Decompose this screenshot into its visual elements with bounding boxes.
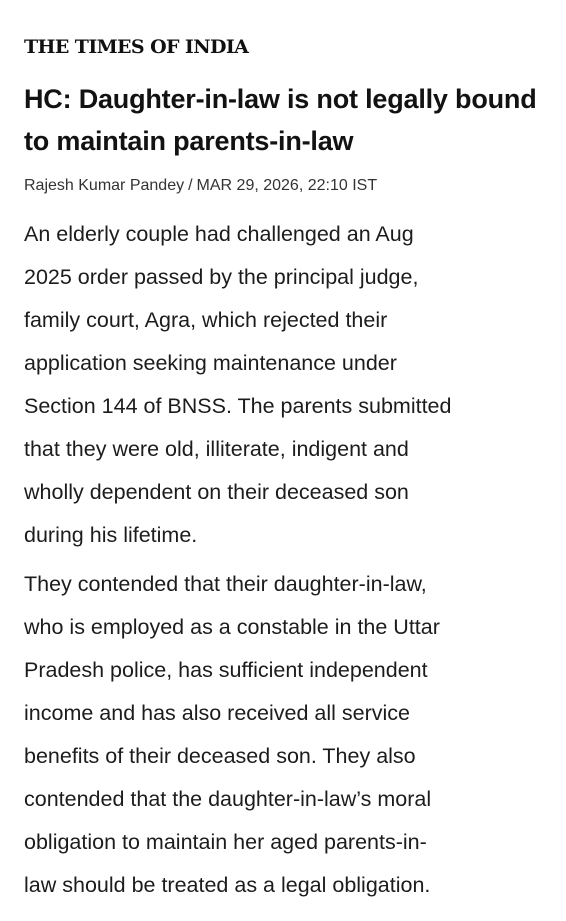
- article-paragraph: [24, 563, 544, 907]
- paragraph-line: law should be treated as a legal obligation.: [24, 873, 431, 897]
- author-name[interactable]: Rajesh Kumar Pandey: [24, 177, 185, 194]
- paragraph-line: during his lifetime.: [24, 523, 198, 547]
- article-paragraph: [24, 213, 544, 557]
- paragraph-line: An elderly couple had challenged an Aug: [24, 222, 414, 246]
- paragraph-line: contended that the daughter-in-law’s moral: [24, 787, 432, 811]
- paragraph-line: They contended that their daughter-in-law,: [24, 572, 427, 596]
- paragraph-line: that they were old, illiterate, indigent and: [24, 437, 409, 461]
- headline: HC: Daughter-in-law is not legally bound to maintain parents-in-law: [24, 84, 537, 156]
- paragraph-line: who is employed as a constable in the Uttar: [24, 615, 440, 639]
- byline-separator: /: [188, 177, 193, 194]
- paragraph-line: Pradesh police, has sufficient independent: [24, 658, 428, 682]
- paragraph-line: application seeking maintenance under: [24, 351, 397, 375]
- paragraph-line: wholly dependent on their deceased son: [24, 480, 409, 504]
- paragraph-line: income and has also received all service: [24, 701, 411, 725]
- paragraph-line: obligation to maintain her aged parents-in-: [24, 830, 427, 854]
- publish-datetime: MAR 29, 2026, 22:10 IST: [196, 177, 378, 194]
- paragraph-line: benefits of their deceased son. They also: [24, 744, 416, 768]
- paragraph-line: Section 144 of BNSS. The parents submitted: [24, 394, 452, 418]
- publication-logo[interactable]: THE TIMES OF INDIA: [24, 36, 249, 58]
- paragraph-line: family court, Agra, which rejected their: [24, 308, 388, 332]
- paragraph-line: 2025 order passed by the principal judge,: [24, 265, 419, 289]
- byline: [24, 175, 377, 197]
